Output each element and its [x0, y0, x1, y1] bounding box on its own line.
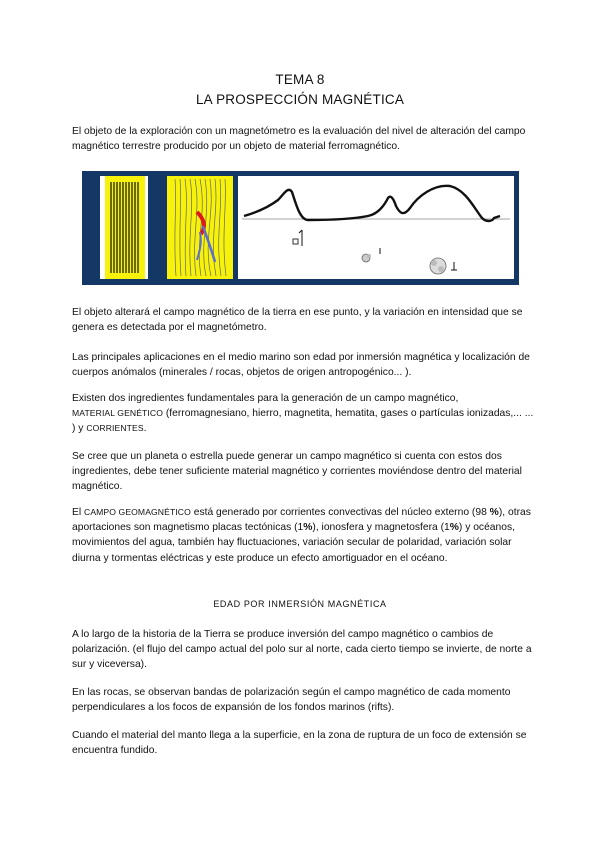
- geo-text-3: ), otras aportaciones son magnetismo placas tectónicas (1: [72, 507, 531, 534]
- profile-curve: [244, 186, 500, 221]
- figure-panel-uniform-field: [105, 176, 145, 279]
- distorted-field-lines: [167, 176, 233, 279]
- ingredients-text-2: (ferromagnesiano, hierro, magnetita, hematita, gases o partículas ionizadas,... ... ) y: [72, 408, 534, 435]
- history-paragraph: A lo largo de la historia de la Tierra se produce inversión del campo magnético o cambios de polarización. (el flujo del campo actual del polo sur al norte, cada cierto tiempo se invierte, de norte a sur y viceversa).: [72, 629, 532, 671]
- mantle-paragraph: Cuando el material del manto llega a la superficie, en la zona de ruptura de un foco de extensión se encuentra fundido.: [72, 730, 527, 757]
- material-genetico-term: MATERIAL GENÉTICO: [72, 408, 163, 419]
- ingredients-paragraph: [72, 391, 534, 437]
- section-heading: EDAD POR INMERSIÓN MAGNÉTICA: [213, 599, 387, 609]
- magnetometer-figure: [82, 171, 519, 285]
- chapter-number: TEMA 8: [275, 72, 325, 87]
- figure-panel-intensity-profile: [238, 176, 514, 279]
- geo-text-4: ), ionosfera y magnetosfera (1: [312, 522, 450, 534]
- planet-paragraph: Se cree que un planeta o estrella puede generar un campo magnético si cuenta con estos dos ingredientes, debe tener suficiente material magnético y corrientes moviéndose dentro del material magnético.: [72, 451, 522, 493]
- figure-panel-distorted-field: [167, 176, 233, 279]
- intro-paragraph: El objeto de la exploración con un magnetómetro es la evaluación del nivel de alteración del campo magnético terrestre producido por un objeto de material ferromagnético.: [72, 126, 526, 153]
- geo-percent-2: %: [303, 522, 313, 534]
- source-object-2: [362, 248, 380, 262]
- geo-text-2: está generado por corrientes convectivas del núcleo externo (98: [190, 507, 490, 518]
- corrientes-term: CORRIENTES: [86, 423, 144, 434]
- source-object-3: [430, 258, 457, 274]
- alteration-paragraph: El objeto alterará el campo magnético de la tierra en ese punto, y la variación en intensidad que se genera es detectada por el magnetómetro.: [72, 307, 523, 334]
- rocks-paragraph: En las rocas, se observan bandas de polarización según el campo magnético de cada momento perpendiculares a los focos de expansión de los fondos marinos (rifts).: [72, 687, 511, 714]
- anomaly-blue-mark-2: [197, 232, 201, 260]
- intensity-profile-plot: [238, 176, 514, 279]
- geo-percent-3: %: [449, 522, 459, 534]
- ingredients-text-3: .: [143, 423, 147, 435]
- uniform-field-lines: [105, 176, 145, 279]
- geomagnetic-field-paragraph: [72, 505, 534, 566]
- page-title: LA PROSPECCIÓN MAGNÉTICA: [195, 92, 405, 107]
- geo-text-5: ) y océanos, movimientos del agua, también hay fluctuaciones, variación secular de polaridad, variación solar diurna y tormentas eléctricas y este produce un efecto amortiguador en el océano.: [72, 522, 515, 564]
- geo-percent-1: %: [489, 507, 499, 518]
- applications-paragraph: Las principales aplicaciones en el medio marino son edad por inmersión magnética y localización de cuerpos anómalos (minerales / rocas, objetos de origen antropogénico... ).: [72, 352, 530, 379]
- ingredients-text-1: Existen dos ingredientes fundamentales para la generación de un campo magnético,: [72, 393, 459, 404]
- geo-text-1: El: [72, 507, 85, 518]
- source-object-1: [293, 230, 302, 246]
- campo-geomagnetico-term: CAMPO GEOMAGNÉTICO: [84, 507, 191, 517]
